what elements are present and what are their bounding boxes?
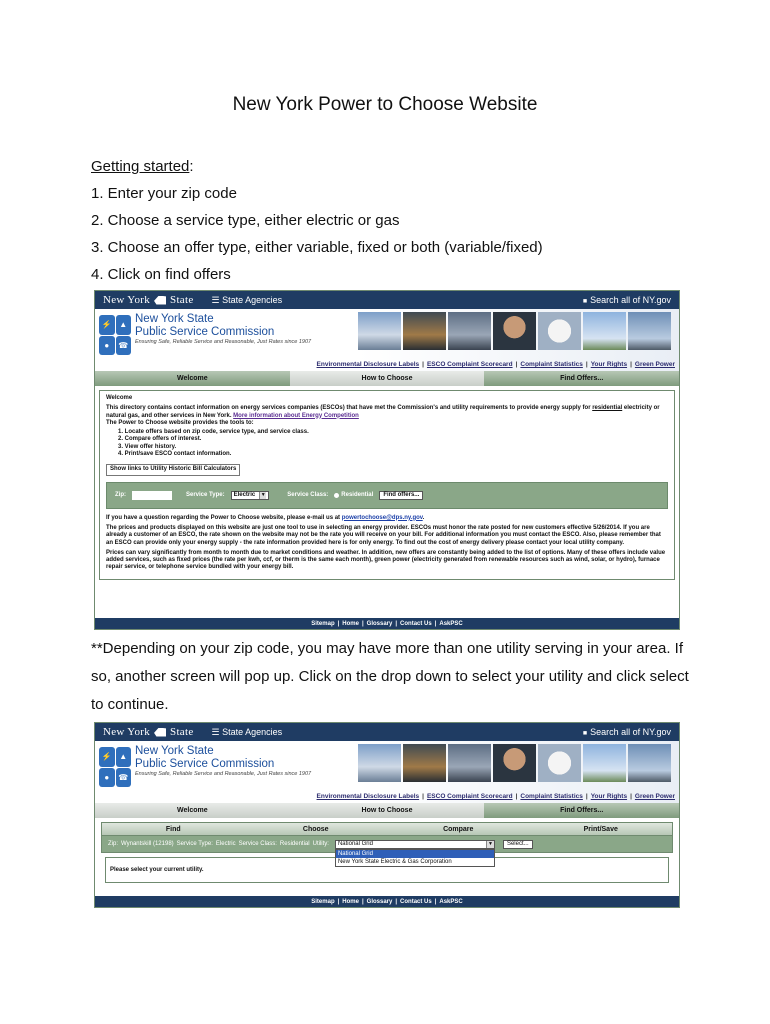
footer-contact[interactable]: Contact Us [400, 620, 432, 627]
bill-calculators-button[interactable]: Show links to Utility Historic Bill Calculators [106, 464, 240, 475]
footer-askpsc[interactable]: AskPSC [439, 620, 463, 627]
zip-value: Wynantskill (12198) [121, 841, 174, 847]
psc-tagline: Ensuring Safe, Reliable Service and Reasonable, Just Rates since 1907 [135, 339, 312, 345]
residential-radio[interactable] [334, 493, 339, 498]
step-1: 1. Enter your zip code [91, 185, 237, 202]
main-tabs [95, 371, 679, 386]
state-logo-text: State [170, 726, 194, 738]
tab-how-to-choose[interactable]: How to Choose [290, 803, 485, 818]
header-photo-strip [358, 312, 671, 350]
plug-icon: ⚡ [99, 747, 115, 767]
header-links: Environmental Disclosure Labels | ESCO Complaint Scorecard | Complaint Statistics | Your Rights | Green Power [316, 361, 675, 368]
ny-state-icon [154, 296, 166, 305]
subtab-find[interactable]: Find [102, 823, 245, 835]
link-green-power[interactable]: Green Power [634, 361, 675, 368]
photo-city [403, 312, 446, 350]
utility-option[interactable]: New York State Electric & Gas Corporation [337, 858, 452, 865]
search-nygov-link[interactable]: ■ Search all of NY.gov [583, 727, 671, 737]
find-offers-button[interactable]: Find offers... [379, 491, 423, 500]
photo-person-phone [493, 744, 536, 782]
tab-welcome[interactable]: Welcome [95, 371, 290, 386]
psc-header [95, 741, 679, 803]
site-footer: Sitemap | Home | Glossary | Contact Us | AskPSC [95, 618, 679, 629]
link-env-labels[interactable]: Environmental Disclosure Labels [316, 361, 420, 368]
service-type-label: Service Type: [176, 841, 213, 847]
footer-glossary[interactable]: Glossary [366, 620, 393, 627]
psc-header [95, 309, 679, 371]
main-tabs [95, 803, 679, 818]
photo-bulb [538, 744, 581, 782]
link-scorecard[interactable]: ESCO Complaint Scorecard [426, 361, 513, 368]
link-your-rights[interactable]: Your Rights [590, 361, 628, 368]
step-4: 4. Click on find offers [91, 266, 231, 283]
utility-select[interactable]: National Grid ▼ National Grid New York State Electric & Gas Corporation [335, 840, 495, 849]
prices-text: The prices and products displayed on this website are just one tool to use in selecting an energy provider. ESCOs must honor the rate posted for new customers effective 5/26/2014. If you are already a customer of an ESCO, the rate shown on the website may not be the rate you will receive on your bill. For additional information you must contact the ESCO. Also, please remember that an ESCO can provide only your energy supply - the rate information provided here is for only energy. To find out the cost of energy delivery please contact your local utility company. [106, 524, 661, 546]
chevron-down-icon[interactable]: ▼ [486, 841, 494, 848]
footer-contact[interactable]: Contact Us [400, 898, 432, 905]
residential-label: Residential [341, 491, 374, 498]
tab-how-to-choose[interactable]: How to Choose [290, 371, 485, 386]
service-type-label: Service Type: [186, 491, 225, 498]
photo-bulb [538, 312, 581, 350]
service-type-value: Electric [215, 841, 236, 847]
tools-text: The Power to Choose website provides the tools to: [106, 419, 254, 426]
utility-message: Please select your current utility. [105, 857, 669, 883]
find-subtabs [101, 822, 673, 835]
vary-text: Prices can vary significantly from month to month due to market conditions and weather. In addition, new offers are constantly being added to the list of options. Many of these offers include value added services, such as fixed prices (the rate per kwh, ccf, or therm is the same each month), green power (electricity generated from renewable resources such as wind, solar, or hydro), furnace repair service, or telephone service bundled with your energy bill. [106, 549, 666, 571]
chevron-down-icon: ▼ [260, 491, 266, 498]
tab-welcome[interactable]: Welcome [95, 803, 290, 818]
psc-name: New York State Public Service Commission [135, 745, 275, 770]
photo-city [403, 744, 446, 782]
water-icon: ● [99, 336, 115, 356]
list-item: 3. View offer history. [118, 443, 177, 450]
link-complaint-stats[interactable]: Complaint Statistics [520, 361, 583, 368]
photo-tower [628, 312, 671, 350]
photo-person-phone [493, 312, 536, 350]
getting-started-section [91, 153, 543, 288]
utility-form-bar [101, 835, 673, 865]
service-class-label: Service Class: [238, 841, 277, 847]
footer-askpsc[interactable]: AskPSC [439, 898, 463, 905]
flame-icon: ▲ [116, 747, 132, 767]
psc-logo-icons [99, 315, 131, 355]
service-type-select[interactable]: Electric ▼ [231, 491, 270, 500]
ny-logo-text: New York [103, 726, 151, 738]
plug-icon: ⚡ [99, 315, 115, 335]
select-button[interactable]: Select... [503, 840, 533, 849]
energy-competition-link[interactable]: More information about Energy Competition [233, 412, 359, 419]
welcome-heading: Welcome [106, 395, 133, 401]
step-2: 2. Choose a service type, either electric or gas [91, 212, 400, 229]
footer-home[interactable]: Home [342, 620, 359, 627]
photo-capitol [358, 744, 401, 782]
footer-glossary[interactable]: Glossary [366, 898, 393, 905]
list-item: 1. Locate offers based on zip code, service type, and service class. [118, 429, 309, 436]
service-class-label: Service Class: [287, 491, 329, 498]
footer-sitemap[interactable]: Sitemap [311, 620, 335, 627]
zip-label: Zip: [108, 841, 119, 847]
link-green-power[interactable]: Green Power [634, 793, 675, 800]
photo-tower [628, 744, 671, 782]
ny-logo-text: New York [103, 294, 151, 306]
tools-list [118, 429, 668, 458]
ny-state-icon [154, 728, 166, 737]
subtab-print-save[interactable]: Print/Save [530, 823, 673, 835]
site-footer: Sitemap | Home | Glossary | Contact Us | AskPSC [95, 896, 679, 907]
flame-icon: ▲ [116, 315, 132, 335]
search-form-bar [106, 482, 668, 509]
zip-label: Zip: [115, 491, 126, 498]
screenshot-utility-select [94, 722, 680, 908]
footer-home[interactable]: Home [342, 898, 359, 905]
link-complaint-stats[interactable]: Complaint Statistics [520, 793, 583, 800]
tab-find-offers[interactable]: Find Offers... [484, 371, 679, 386]
service-class-value: Residential [279, 841, 310, 847]
header-links: Environmental Disclosure Labels | ESCO Complaint Scorecard | Complaint Statistics | Your Rights | Green Power [316, 793, 675, 800]
state-agencies-link[interactable]: ☰ State Agencies [211, 726, 283, 737]
photo-faucet [448, 312, 491, 350]
list-item: 2. Compare offers of interest. [118, 436, 202, 443]
question-text: If you have a question regarding the Power to Choose website, please e-mail us at powertochoose@dps.ny.gov. [106, 514, 425, 521]
utility-option[interactable]: National Grid [336, 850, 494, 858]
photo-wind [583, 744, 626, 782]
psc-logo-icons [99, 747, 131, 787]
psc-name: New York State Public Service Commission [135, 313, 275, 338]
photo-faucet [448, 744, 491, 782]
header-photo-strip [358, 744, 671, 782]
subtab-choose[interactable]: Choose [245, 823, 388, 835]
step-3: 3. Choose an offer type, either variable, fixed or both (variable/fixed) [91, 239, 543, 256]
email-link[interactable]: powertochoose@dps.ny.gov [341, 514, 423, 521]
screenshot-welcome [94, 290, 680, 630]
footer-sitemap[interactable]: Sitemap [311, 898, 335, 905]
phone-icon: ☎ [116, 768, 132, 788]
utility-label: Utility: [312, 841, 329, 847]
tab-find-offers[interactable]: Find Offers... [484, 803, 679, 818]
link-scorecard[interactable]: ESCO Complaint Scorecard [426, 793, 513, 800]
photo-capitol [358, 312, 401, 350]
psc-tagline: Ensuring Safe, Reliable Service and Reasonable, Just Rates since 1907 [135, 771, 312, 777]
link-your-rights[interactable]: Your Rights [590, 793, 628, 800]
utility-dropdown-list [335, 849, 495, 867]
water-icon: ● [99, 768, 115, 788]
phone-icon: ☎ [116, 336, 132, 356]
list-item: 4. Print/save ESCO contact information. [118, 451, 232, 458]
state-agencies-link[interactable]: ☰ State Agencies [211, 294, 283, 305]
document-title: New York Power to Choose Website [232, 94, 538, 115]
welcome-content [99, 390, 675, 580]
zip-input[interactable] [132, 491, 172, 500]
state-logo-text: State [170, 294, 194, 306]
subtab-compare[interactable]: Compare [387, 823, 530, 835]
photo-wind [583, 312, 626, 350]
utility-note: **Depending on your zip code, you may have more than one utility serving in your area. If so, another screen will pop up. Click on the drop down to select your utility and click select to continue. [91, 640, 689, 713]
getting-started-heading: Getting started: [91, 158, 194, 175]
intro-paragraph: This directory contains contact information on energy services companies (ESCOs) that have met the Commission's and utility requirements to provide energy supply for residential electricity or natural gas, and other services in New York. More information about Energy Competition [106, 405, 660, 419]
nygov-topbar [95, 723, 679, 741]
link-env-labels[interactable]: Environmental Disclosure Labels [316, 793, 420, 800]
nygov-topbar [95, 291, 679, 309]
search-nygov-link[interactable]: ■ Search all of NY.gov [583, 295, 671, 305]
